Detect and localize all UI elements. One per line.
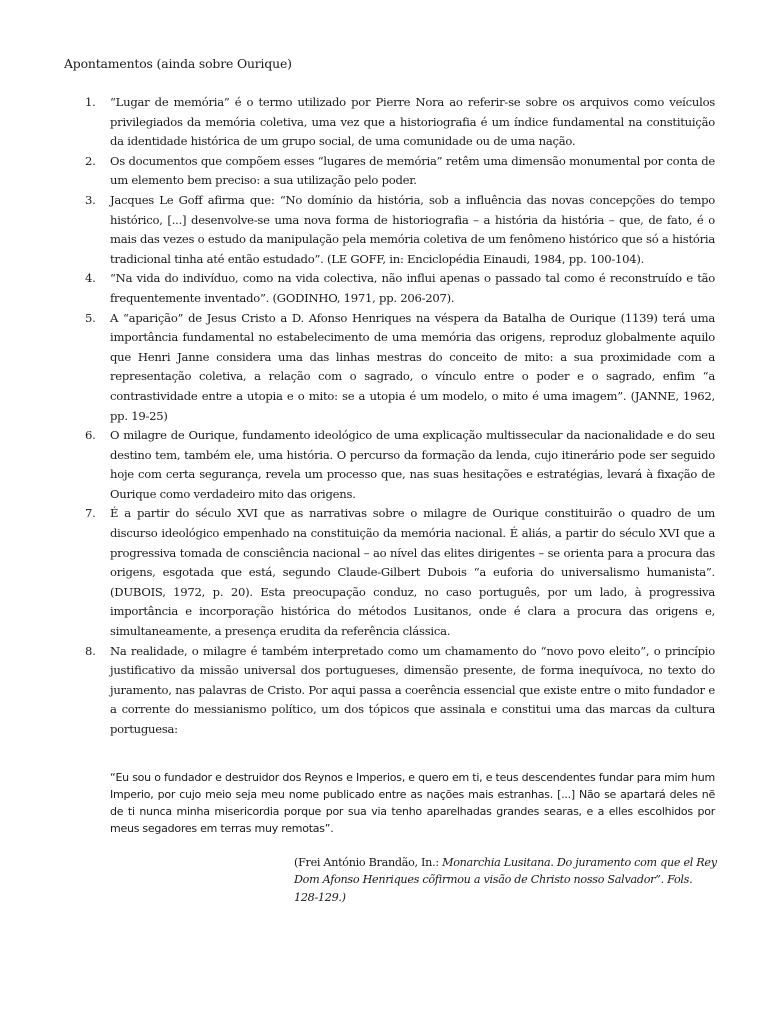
list-item-number: 5. [85, 310, 96, 325]
list-item-text: O milagre de Ourique, fundamento ideológico de uma explicação multissecular da nacionalidade e do seu destino tem, também ele, uma história. O percurso da formação da lenda, cujo itinerário pode ser seguido hoje com certa segurança, revela um processo que, nas suas hesitações e estratégias, levará à fixação de Ourique como verdadeiro mito das origens. [110, 428, 715, 501]
list-item [85, 426, 715, 504]
list-item-text: Jacques Le Goff afirma que: “No domínio da história, sob a influência das novas concepções do tempo histórico, [...] desenvolve-se uma nova forma de historiografia – a história da história – que, de fato, é o mais das vezes o estudo da manipulação pela memória coletiva de um fenômeno histórico que só a história tradicional tinha até então estudado”. (LE GOFF, in: Enciclopédia Einaudi, 1984, pp. 100-104). [110, 192, 715, 266]
list-item-text: A “aparição” de Jesus Cristo a D. Afonso Henriques na véspera da Batalha de Ourique (1139) terá uma importância fundamental no estabelecimento de uma memória das origens, reproduz globalmente aquilo que Henri Janne considera uma das linhas mestras do conceito de mito: a sua proximidade com a representação coletiva, a relação com o sagrado, o vínculo entre o poder e o sagrado, enfim “a contrastividade entre a utopia e o mito: se a utopia é um modelo, o mito é uma imagem”. (JANNE, 1962, pp. 19-25) [110, 310, 715, 423]
list-item [85, 269, 715, 308]
list-item-text: Na realidade, o milagre é também interpretado como um chamamento do “novo povo eleito”, o princípio justificativo da missão universal dos portugueses, dimensão presente, de forma inequívoca, no texto do juramento, nas palavras de Cristo. Por aqui passa a coerência essencial que existe entre o mito fundador e a corrente do messianismo político, um dos tópicos que assinala e constitui uma das marcas da cultura portuguesa: [110, 643, 715, 736]
list-item [85, 152, 715, 191]
block-quote: “Eu sou o fundador e destruidor dos Reynos e Imperios, e quero em ti, e teus descendentes fundar para mim hum Imperio, por cujo meio seja meu nome publicado entre as nações mais estranhas. [...] Não se apartará deles nẽ de ti nunca minha misericordia porque por sua via tenho aparelhadas grandes searas, e a elles escolhidos por meus segadores em terras muy remotas”. [110, 771, 715, 835]
list-item-number: 7. [85, 506, 96, 521]
list-item-number: 2. [85, 153, 96, 168]
list-item [85, 504, 715, 641]
list-item-text: “Na vida do indivíduo, como na vida colectiva, não influi apenas o passado tal como é reconstruído e tão frequentemente inventado”. (GODINHO, 1971, pp. 206-207). [110, 271, 715, 305]
citation-work-title: Monarchia Lusitana. Do juramento com que el Rey Dom Afonso Henriques cõfirmou a visão de Christo nosso Salvador”. Fols. 128-129.) [294, 856, 717, 904]
list-item [85, 191, 715, 269]
document-title: Apontamentos (ainda sobre Ourique) [64, 56, 292, 71]
list-item [85, 93, 715, 152]
list-item-number: 6. [85, 428, 96, 443]
citation-prefix: (Frei António Brandão, In.: [294, 856, 443, 869]
list-item [85, 642, 715, 740]
quote-citation [294, 854, 719, 906]
list-item-number: 8. [85, 643, 96, 658]
list-item-number: 3. [85, 192, 96, 207]
numbered-list [85, 93, 715, 740]
list-item [85, 309, 715, 427]
list-item-text: “Lugar de memória” é o termo utilizado por Pierre Nora ao referir-se sobre os arquivos como veículos privilegiados da memória coletiva, uma vez que a historiografia é um índice fundamental na constituição da identidade histórica de um grupo social, de uma comunidade ou de uma nação. [110, 95, 715, 149]
list-item-number: 1. [85, 95, 96, 109]
list-item-text: Os documentos que compõem esses “lugares de memória” retêm uma dimensão monumental por conta de um elemento bem preciso: a sua utilização pelo poder. [110, 153, 715, 188]
list-item-number: 4. [85, 271, 96, 286]
list-item-text: É a partir do século XVI que as narrativas sobre o milagre de Ourique constituirão o quadro de um discurso ideológico empenhado na constituição da memória nacional. É aliás, a partir do século XVI que a progressiva tomada de consciência nacional – ao nível das elites dirigentes – se orienta para a procura das origens, esgotada que está, segundo Claude-Gilbert Dubois “a euforia do universalismo humanista”. (DUBOIS, 1972, p. 20). Esta preocupação conduz, no caso português, por um lado, à progressiva importância e incorporação histórica do métodos Lusitanos, onde é clara a procura das origens e, simultaneamente, a presença erudita da referência clássica. [110, 506, 715, 639]
